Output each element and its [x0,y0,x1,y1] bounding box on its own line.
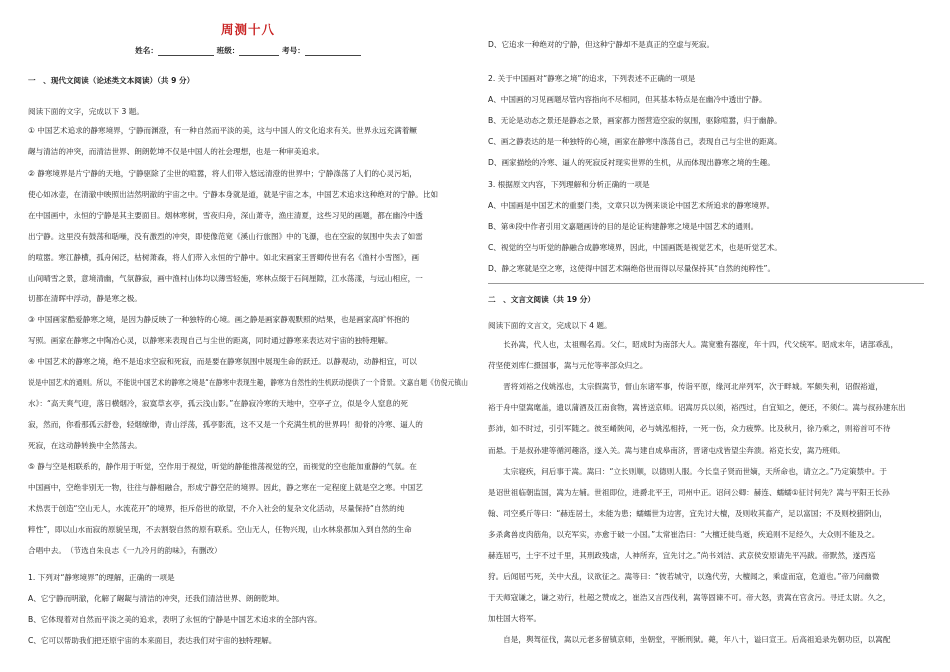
text-line: B、第④段中作者引用文嘉题画诗的目的是论证构建静寒之境是中国艺术的通则。 [488,222,759,231]
text-line: 于天师寇谦之，谦之劝行，杜超之赞成之，崔浩又言西伐利，嵩等固谏不可。帝大怒，责嵩在官贪污。寻迁太尉。久之， [488,593,891,602]
text-line: 在中国画中，永恒的宁静是其主要面目。烟林寒树，雪夜归舟，深山萧寺，渔庄清夏，这些习见的画题，都在幽冷中透 [28,211,423,220]
text-line: ⑤ 静与空是相联系的，静作用于听觉，空作用于视觉，听觉的静能推荡视觉的空，而视觉的空也能加重静的气氛。在 [28,462,417,471]
text-line: 2. 关于中国画对“静寒之境”的追求，下列表述不正确的一项是 [488,74,696,83]
text-line: 3. 根据原文内容，下列理解和分析正确的一项是 [488,180,650,189]
exam-label: 考号： [282,46,305,55]
text-line: D、画家描绘的冷寒、逼人的死寂反衬现实世界的生机，从而体现出静寒之境的生趣。 [488,158,775,167]
text-line: 切都在清晖中浮动，静是寒之极。 [28,294,142,303]
text-line: ② 静寒境界是片宁静的天地，宁静驱除了尘世的喧嚣，将人们带入悠远清澄的世界中；宁静涤荡了人们的心灵污垢， [28,169,417,178]
text-line: B、无论是动态之景还是静态之景，画家都力图营造空寂的氛围，驱除喧嚣，归于幽静。 [488,116,782,125]
student-info-line [28,45,468,56]
text-line: C、画之静表达的是一种独特的心境，画家在静寒中涤荡自己，表现自己与尘世的距离。 [488,137,782,146]
text-line: 赫连屈丐，土宇不过千里，其刑政残虐，人神所弃，宜先讨之。”尚书刘洁、武京侯安原请先平冯跋。帝默然，遂西巡 [488,551,876,560]
text-line: 1. 下列对“静寒境界”的理解，正确的一项是 [28,573,175,582]
class-blank[interactable] [239,47,279,56]
text-line: 写照。画家在静寒之中陶冶心灵，以静寒来表现自己与尘世的距离，同时通过静寒来表达对宇宙的独特理解。 [28,336,393,345]
name-blank[interactable] [158,47,214,56]
text-line: 而悬。于是叔孙建等循河趣洛，遂入关。嵩与建自成皋南济，晋诸屯戍皆望尘奔溃。裕克长安，嵩乃班师。 [488,446,845,455]
text-line: 术热衷于创造“空山无人，水流花开”的境界，拒斥俗世的欲望，不介入社会的复杂文化活动，尽量保持“自然的纯 [28,504,405,513]
text-line: C、视觉的空与听觉的静融合成静寒境界，因此，中国画既是视觉艺术，也是听觉艺术。 [488,243,782,252]
section-divider [488,283,924,284]
text-line: 寂，然而，你看那孤云舒卷，轻烟缭缈，青山浮荡，孤亭影流，这不又是一个充满生机的世界吗！彻骨的冷寒、逼人的 [28,420,423,429]
text-line: 龌与清洁的冲突，而清洁世界、朗朗乾坤不仅是中国人的社会理想，也是一种审美追求。 [28,147,325,156]
text-line: 狩。后闻屈丐死，关中大乱，议欲征之。嵩等曰：“彼若城守，以逸代劳，大檀闻之，乘虚而寇，危道也。”帝乃问幽微 [488,572,880,581]
text-line: 合唱中去。 （节选自朱良志《一九冷月的韵味》，有删改） [28,546,222,555]
text-line: A、它宁静而明澈，化解了龌龊与清洁的冲突，还我们清洁世界、朗朗乾坤。 [28,594,284,603]
text-line: 苻坚使刘库仁摄国事，嵩与元佗等率部众归之。 [488,361,648,370]
text-line: B、它体现着对自然而平淡之美的追求，表明了永恒的宁静是中国艺术追求的全部内容。 [28,615,322,624]
section-heading: 一 、现代文阅读（论述类文本阅读）（共 9 分） [28,76,195,85]
text-line: 加柱国大将军。 [488,614,542,623]
class-label: 班级： [216,46,240,55]
text-line: A、中国画的习见画题尽管内容指向不尽相同，但其基本特点是在幽冷中透出宁静。 [488,95,767,104]
text-line: 裕于舟中望嵩麾盖，遗以蒲酒及江南食物，嵩皆送京师。诏嵩厉兵以须，裕西过，自宜知之，便还，不须仁。嵩与叔孙建东出 [488,403,906,412]
exam-blank[interactable] [305,47,361,56]
text-line: 自是，舆驾征伐，嵩以元老多留镇京师，坐朝堂，平断刑狱。薨，年八十，谥曰宣王。后高祖追录先朝功臣，以嵩配 [488,635,891,644]
text-line: 是诏世祖临朝监国，嵩为左辅。世祖即位，进爵北平王，司州中正。诏问公卿：赫连、蠕蠕①征讨何先？嵩与平阳王长孙 [488,488,890,497]
text-line: 的喧嚣。寒江静横，孤舟闲泛，枯树萧森，将人们带入永恒的宁静中。如北宋画家王晋卿传世有名《渔村小雪图》，画 [28,253,420,262]
text-line: ① 中国艺术追求的静寒境界，宁静而渊澄，有一种自然而平淡的美，这与中国人的文化追求有关。世界永远充满着鳜 [28,126,417,135]
text-line: 粹性”，即以山水而寂的原貌呈现，不去割裂自然的原有联系。空山无人，任物兴现，山水林泉都加入到自然的生命 [28,525,412,534]
text-line: 水》：“高天爽气迎，落日横烟冷，寂寞草玄亭，孤云浅山影。”在静寂冷寒的天地中，空亭孑立，似是令人窒息的死 [28,399,408,408]
text-line: ③ 中国画家酷爱静寒之境，是因为静反映了一种独特的心境。画之静是画家静观默照的结果，也是画家高旷怀抱的 [28,315,410,324]
text-line: 长孙嵩，代人也，太祖赐名焉。父仁，昭成时为南部大人。嵩宽雅有器度，年十四，代父统军。昭成末年，诸部乖乱， [488,340,899,349]
text-line: 太宗寝疾，问后事于嵩。嵩曰：“立长则顺，以德则人服。今长皇子贤而世嫡，天所命也，请立之。”乃定策禁中。于 [488,467,887,476]
text-line: 阅读下面的文字，完成以下 3 题。 [28,107,144,116]
text-line: 彭沛，如不时过，引引军随之。彼至崤陕间，必与姚泓相持，一死一伤，众力疲弊。比及秋月，徐乃乘之，则裕首可不待 [488,424,891,433]
text-line: 晋将刘裕之伐姚泓也，太宗假嵩节，督山东诸军事，传诣平原，缘河北岸列军，次于畔城。军颇失利，诏假裕道， [488,382,883,391]
text-line: 山间晴雪之景，意境清幽，气氛静寂，画中渔村山体均以薄雪轻施，寒林点缀于石间厘隙，江水荡漾，与远山相应，一 [28,274,423,283]
text-line: ④ 中国艺术的静寒之境，绝不是追求空寂和死寂，而是要在静寒氛围中展现生命的跃迁。以静观动，动静相宜，可以 [28,357,417,366]
text-line: 死寂，在这动静转换中全然荡去。 [28,441,142,450]
text-line: 出宁静。这里没有鼓荡和聒噪，没有激烈的冲突，即使像范宽《溪山行旅图》中的飞瀑，也在空寂的氛围中失去了如雷 [28,232,423,241]
text-line: 使心如冰壶，在清澈中映照出洁然明澈的宇宙之中。宁静本身就是道，就是宇宙之本，中国艺术追求这种绝对的宁静。比如 [28,190,439,199]
text-line: 中国画中，空绝非别无一物，往往与静相融合，形成宁静空茫的境界。因此，静之寒在一定程度上就是空之寒。中国艺 [28,483,423,492]
text-line: D、它追求一种绝对的宁静，但这种宁静却不是真正的空虚与死寂。 [488,40,715,49]
text-line: A、中国画是中国艺术的重要门类，文章只以为例来谈论中国艺术所追求的静寒境界。 [488,201,775,210]
text-line: 阅读下面的文言文，完成以下 4 题。 [488,321,612,330]
page-title: 周测十八 [220,22,275,37]
text-line: 多杀禽兽皮肉筋角，以充军实，亦愈于破一小国。”太常崔浩曰：“大檀迁徙鸟逝，疾追则不足经久，大众则不能及之。 [488,530,880,539]
text-line: C、它可以帮助我们把还原宇宙的本来面目，表达我们对宇宙的独特理解。 [28,636,277,645]
text-line: 翰、司空奚斤等曰：“赫连居土，未能为患；蠕蠕世为边害，宜先讨大檀，及则收其畜产，足以富国；不及则校猎阴山， [488,509,887,518]
text-line: 说是中国艺术的通则。所以，不能说中国艺术的静寒之境是“在静寒中表现生趣，静寒为自然性的生机跃动提供了一个背景。文嘉自题《仿倪元镇山 [28,378,468,387]
name-label: 姓名： [135,46,158,55]
section-heading: 二 、文言文阅读（共 19 分） [488,295,595,304]
text-line: D、静之寒就是空之寒，这使得中国艺术隔绝俗世而得以尽量保持其“自然的纯粹性”。 [488,264,776,273]
